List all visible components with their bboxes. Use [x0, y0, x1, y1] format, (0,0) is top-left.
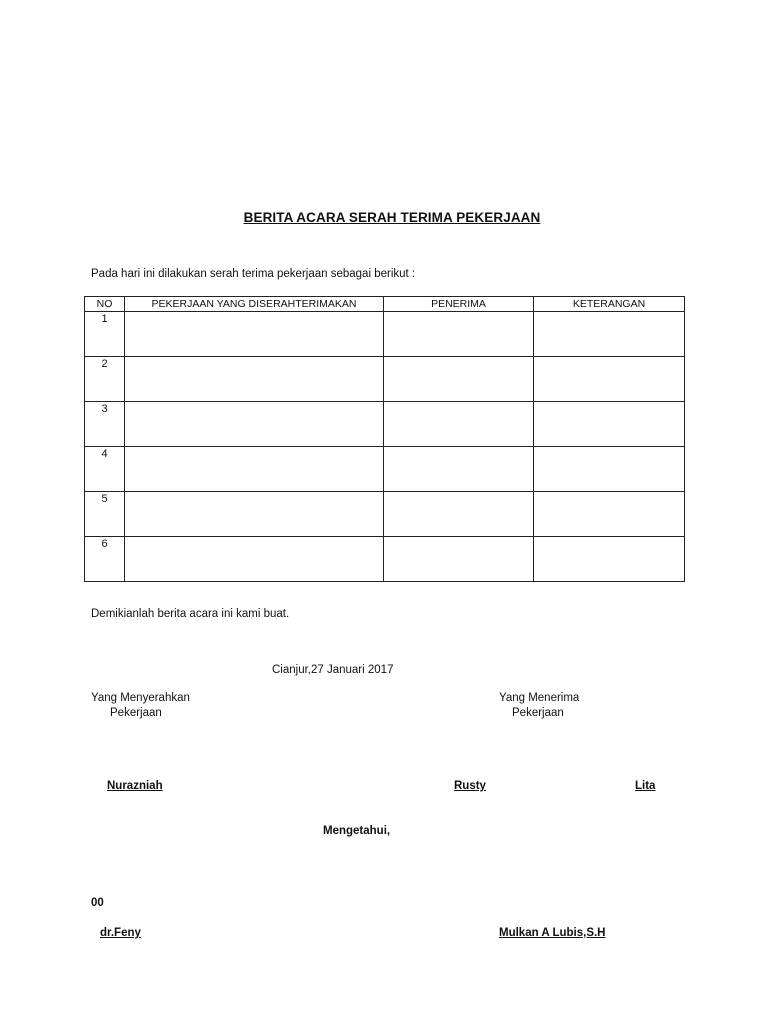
document-code: 00 [91, 897, 104, 909]
receiver-cell [384, 447, 534, 492]
receiver-cell [384, 402, 534, 447]
receiver-cell [384, 357, 534, 402]
column-header-no: NO [85, 297, 125, 312]
receiver-cell [384, 492, 534, 537]
acknowledged-label: Mengetahui, [323, 825, 391, 837]
table-row [85, 492, 685, 537]
column-header-note: KETERANGAN [534, 297, 685, 312]
column-header-receiver: PENERIMA [384, 297, 534, 312]
work-cell [125, 357, 384, 402]
receiver-label: Yang Menerima [499, 692, 580, 704]
row-number: 6 [85, 537, 125, 582]
witness-left: dr.Feny [100, 927, 141, 939]
handover-label: Yang Menyerahkan [91, 692, 190, 704]
place-date: Cianjur,27 Januari 2017 [272, 664, 394, 676]
table-row [85, 537, 685, 582]
receiver-label-sub: Pekerjaan [512, 707, 564, 719]
note-cell [534, 447, 685, 492]
closing-text: Demikianlah berita acara ini kami buat. [91, 608, 290, 620]
note-cell [534, 312, 685, 357]
row-number: 4 [85, 447, 125, 492]
intro-text: Pada hari ini dilakukan serah terima pekerjaan sebagai berikut : [91, 268, 416, 280]
work-cell [125, 447, 384, 492]
note-cell [534, 537, 685, 582]
row-number: 5 [85, 492, 125, 537]
receiver-signatory-2: Lita [635, 780, 656, 792]
witness-right: Mulkan A Lubis,S.H [499, 927, 606, 939]
work-cell [125, 402, 384, 447]
table-row [85, 357, 685, 402]
column-header-work: PEKERJAAN YANG DISERAHTERIMAKAN [125, 297, 384, 312]
work-cell [125, 312, 384, 357]
receiver-cell [384, 537, 534, 582]
note-cell [534, 357, 685, 402]
table-row [85, 312, 685, 357]
table-header-row [85, 297, 685, 312]
work-cell [125, 537, 384, 582]
handover-label-sub: Pekerjaan [110, 707, 162, 719]
note-cell [534, 492, 685, 537]
note-cell [534, 402, 685, 447]
handover-signatory: Nurazniah [107, 780, 163, 792]
receiver-cell [384, 312, 534, 357]
document-title: BERITA ACARA SERAH TERIMA PEKERJAAN [243, 210, 541, 225]
handover-table [84, 296, 685, 582]
table-row [85, 447, 685, 492]
row-number: 3 [85, 402, 125, 447]
work-cell [125, 492, 384, 537]
receiver-signatory-1: Rusty [454, 780, 486, 792]
row-number: 2 [85, 357, 125, 402]
table-row [85, 402, 685, 447]
row-number: 1 [85, 312, 125, 357]
